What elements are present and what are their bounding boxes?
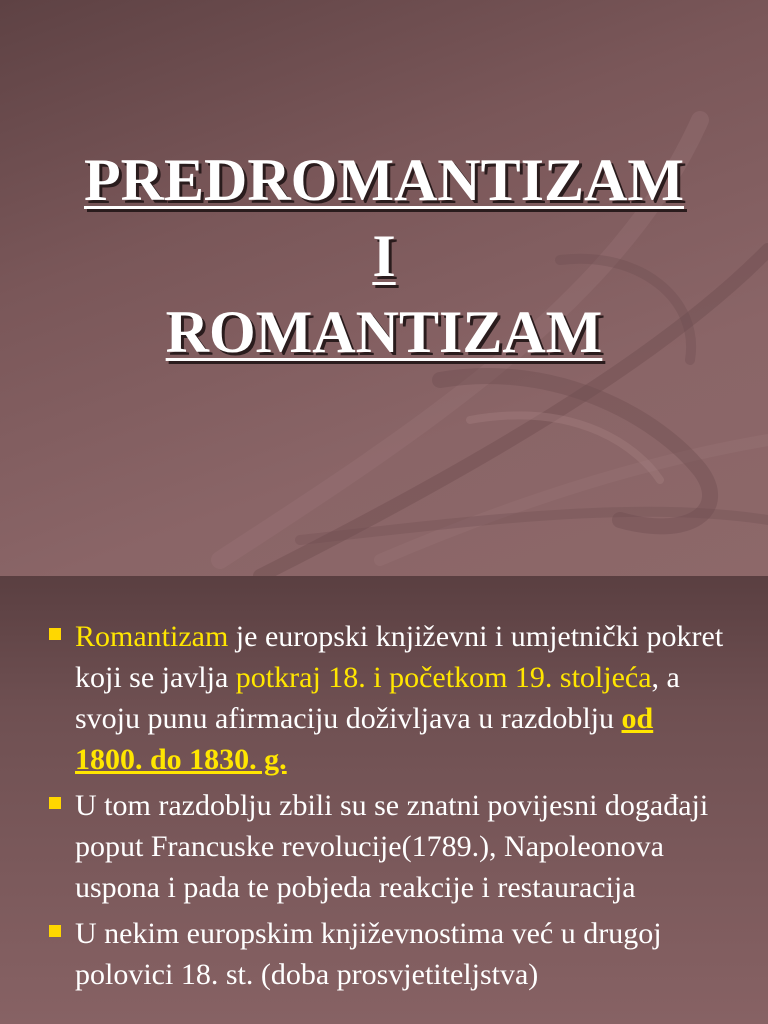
bullet-text: U tom razdoblju zbili su se znatni povijesni događaji poput Francuske revolucije(1789.), Napoleonova uspona i pada te pobjeda reakcije i restauracija (75, 789, 709, 904)
content-slide (0, 576, 768, 1024)
bullet-text: je europski književni i umjetnički pokret koji se javlja (75, 620, 724, 694)
title-line-2: I (372, 223, 396, 289)
square-bullet-icon (49, 628, 61, 640)
date-range-highlight: od 1800. do 1830. g. (75, 702, 654, 776)
bullet-item-2 (0, 785, 768, 908)
bullet-text: U nekim europskim književnostima već u drugoj polovici 18. st. (doba prosvjetiteljstva) (75, 917, 662, 991)
bullet-item-3 (0, 913, 768, 995)
title-line-1: PREDROMANTIZAM (84, 147, 684, 213)
title-line-3: ROMANTIZAM (165, 299, 603, 365)
slide-title (0, 142, 768, 370)
term-romantizam: Romantizam (75, 620, 229, 653)
period-highlight: potkraj 18. i početkom 19. stoljeća (235, 661, 652, 694)
bullet-list (0, 616, 768, 1000)
square-bullet-icon (49, 925, 61, 937)
square-bullet-icon (49, 797, 61, 809)
bullet-text: , a svoju punu afirmaciju doživljava u razdoblju (75, 661, 680, 735)
bullet-item-1 (0, 616, 768, 780)
